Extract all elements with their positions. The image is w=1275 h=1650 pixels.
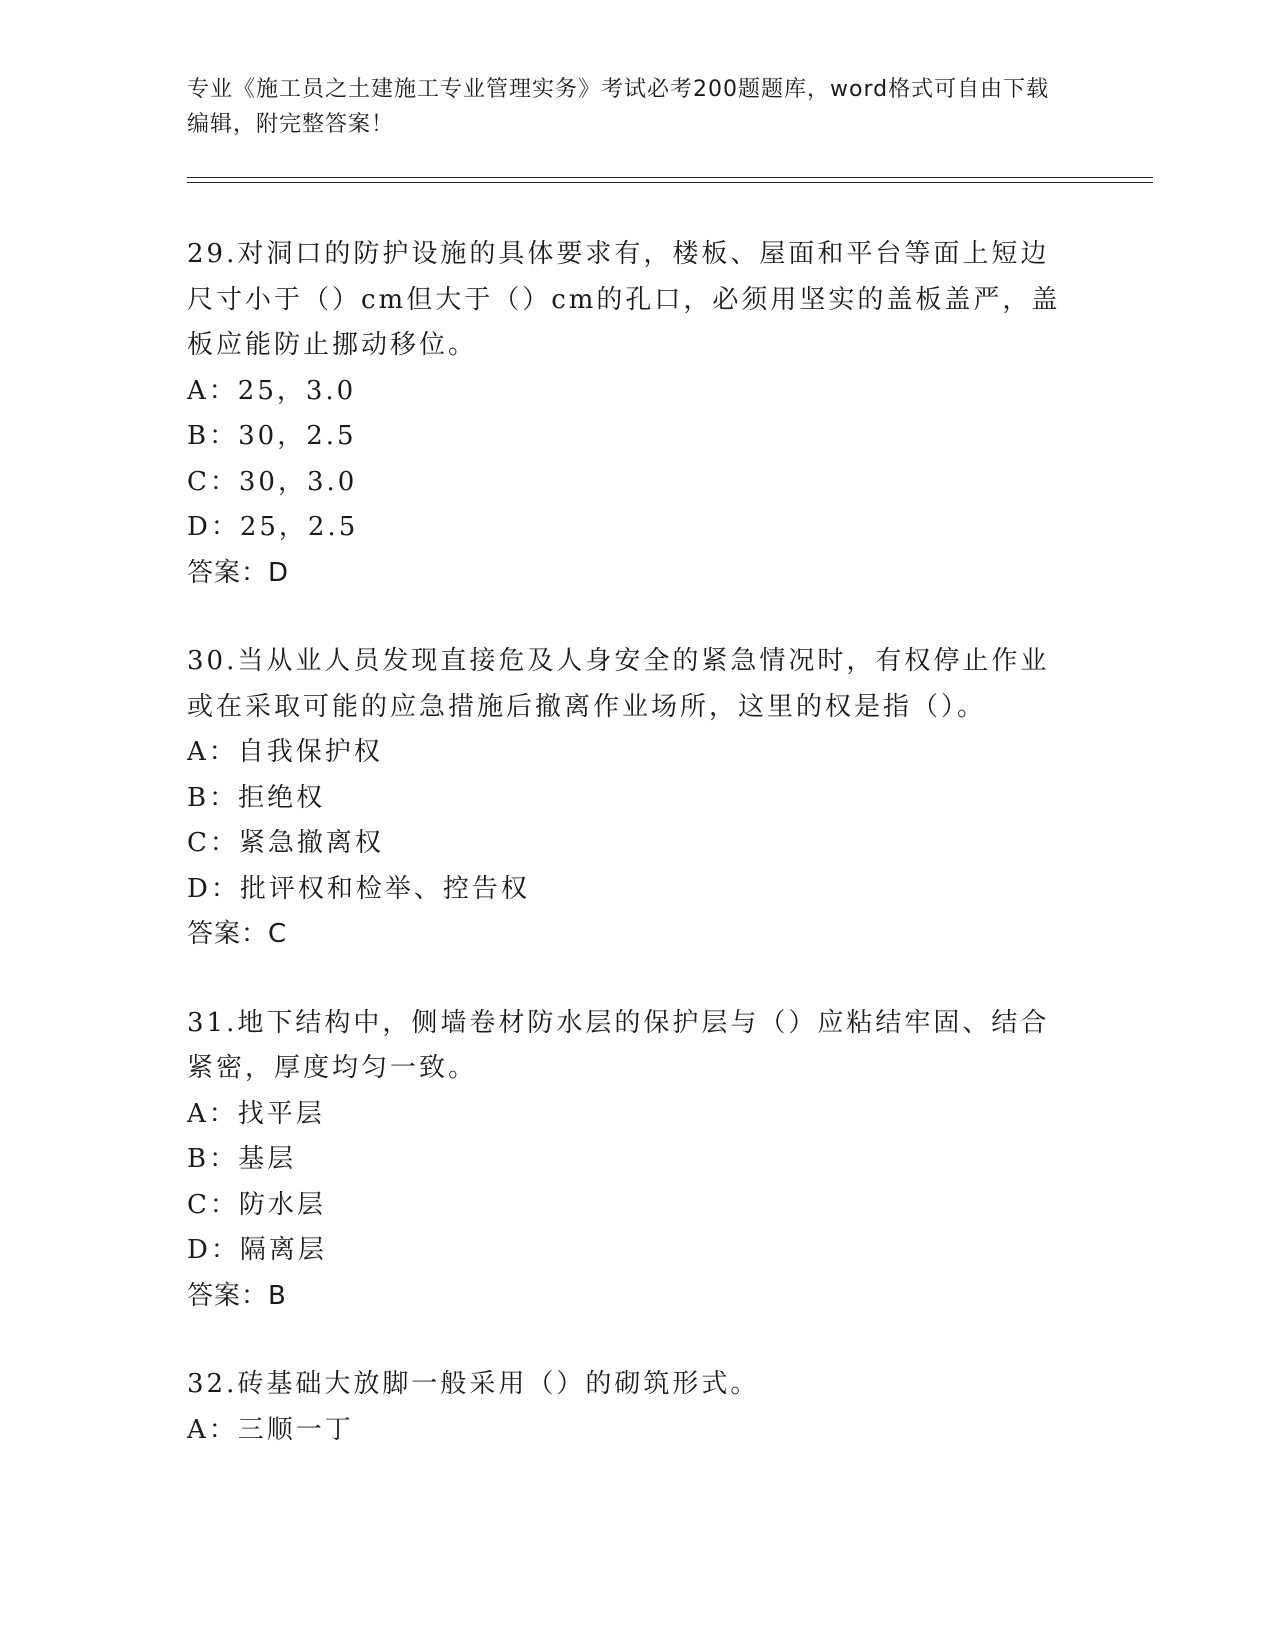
header-rule-bottom: [187, 182, 1153, 183]
option-d: D：25，2.5: [187, 512, 359, 542]
answer: 答案：C: [187, 919, 288, 949]
question-29: [187, 232, 1087, 596]
option-c: C：紧急撤离权: [187, 828, 384, 858]
question-stem: 31.地下结构中，侧墙卷材防水层的保护层与（）应粘结牢固、结合紧密，厚度均匀一致。: [187, 1007, 1050, 1083]
option-d: D：批评权和检举、控告权: [187, 873, 530, 904]
question-stem: 30.当从业人员发现直接危及人身安全的紧急情况时，有权停止作业或在采取可能的应急措施后撤离作业场所，这里的权是指（）。: [187, 646, 1050, 722]
header-rule-top: [187, 177, 1153, 178]
option-d: D：隔离层: [187, 1235, 327, 1265]
document-header: 专业《施工员之土建施工专业管理实务》考试必考200题题库，word格式可自由下载编辑，附完整答案！: [187, 77, 1050, 137]
option-a: A：自我保护权: [187, 737, 383, 767]
question-list: [187, 232, 1087, 1496]
answer: 答案：B: [187, 1280, 287, 1311]
option-c: C：防水层: [187, 1189, 326, 1220]
question-31: [187, 1001, 1087, 1320]
option-a: A：25，3.0: [187, 375, 357, 406]
option-b: B：30，2.5: [187, 421, 357, 451]
question-32: [187, 1362, 1087, 1453]
question-stem: 32.砖基础大放脚一般采用（）的砌筑形式。: [187, 1369, 760, 1399]
option-b: B：基层: [187, 1144, 297, 1174]
option-b: B：拒绝权: [187, 782, 326, 813]
option-c: C：30，3.0: [187, 466, 358, 497]
question-30: [187, 639, 1087, 958]
answer: 答案：D: [187, 557, 290, 588]
option-a: A：三顺一丁: [187, 1414, 354, 1445]
option-a: A：找平层: [187, 1098, 325, 1129]
question-stem: 29.对洞口的防护设施的具体要求有，楼板、屋面和平台等面上短边尺寸小于（）cm但大于（）cm的孔口，必须用坚实的盖板盖严，盖板应能防止挪动移位。: [187, 239, 1061, 360]
